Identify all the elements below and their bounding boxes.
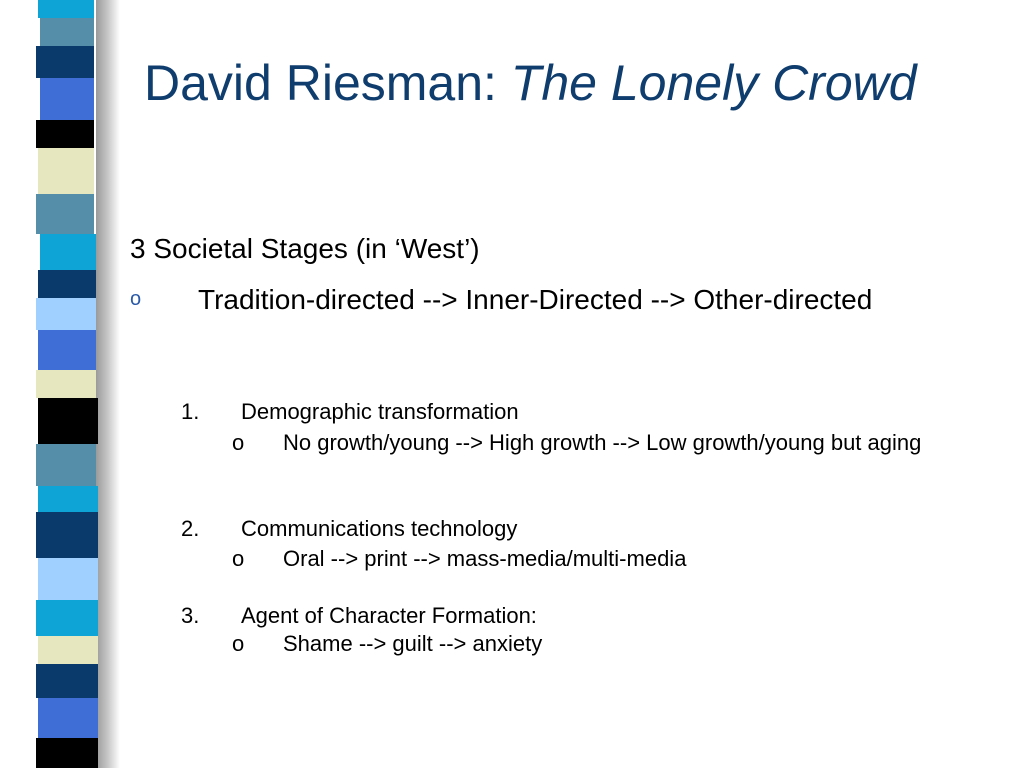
item-label: Demographic transformation: [241, 399, 519, 424]
item-number: 1.: [181, 399, 200, 424]
stripe-segment: [36, 512, 98, 558]
slide-title: [144, 50, 964, 116]
decorative-stripe: [36, 0, 98, 768]
stripe-segment: [38, 698, 98, 738]
sub-text: No growth/young --> High growth --> Low growth/young but aging: [283, 430, 922, 455]
stripe-segment: [36, 298, 96, 330]
stripe-segment: [36, 664, 98, 698]
stripe-segment: [36, 46, 94, 78]
stripe-segment: [38, 330, 96, 370]
stripe-segment: [38, 148, 94, 194]
item-label: Communications technology: [241, 516, 518, 541]
stripe-segment: [38, 398, 98, 444]
stripe-shadow: [96, 0, 120, 768]
stripe-segment: [36, 120, 94, 148]
item-label: Agent of Character Formation:: [241, 603, 537, 628]
stripe-segment: [38, 636, 98, 664]
stripe-segment: [36, 194, 94, 234]
sub-marker: o: [232, 631, 245, 656]
stripe-segment: [38, 0, 94, 18]
item-number: 2.: [181, 516, 200, 541]
sub-marker: o: [232, 430, 245, 455]
stripe-segment: [40, 18, 94, 46]
sub-text: Oral --> print --> mass-media/multi-media: [283, 546, 687, 571]
stripe-segment: [38, 558, 98, 600]
stripe-segment: [36, 370, 96, 398]
bullet-text: Tradition-directed --> Inner-Directed --> Other-directed: [198, 284, 873, 315]
stripe-segment: [40, 78, 94, 120]
stripe-segment: [38, 270, 96, 298]
title-main: David Riesman:: [144, 55, 511, 111]
subheading: 3 Societal Stages (in ‘West’): [130, 233, 480, 264]
stripe-segment: [36, 600, 98, 636]
item-number: 3.: [181, 603, 200, 628]
stripe-segment: [36, 738, 98, 768]
stripe-segment: [36, 444, 96, 486]
title-emphasis: The Lonely Crowd: [510, 55, 917, 111]
sub-text: Shame --> guilt --> anxiety: [283, 631, 543, 656]
sub-marker: o: [232, 546, 245, 571]
stripe-segment: [40, 234, 96, 270]
stripe-segment: [38, 486, 98, 512]
bullet-marker: o: [130, 288, 142, 310]
